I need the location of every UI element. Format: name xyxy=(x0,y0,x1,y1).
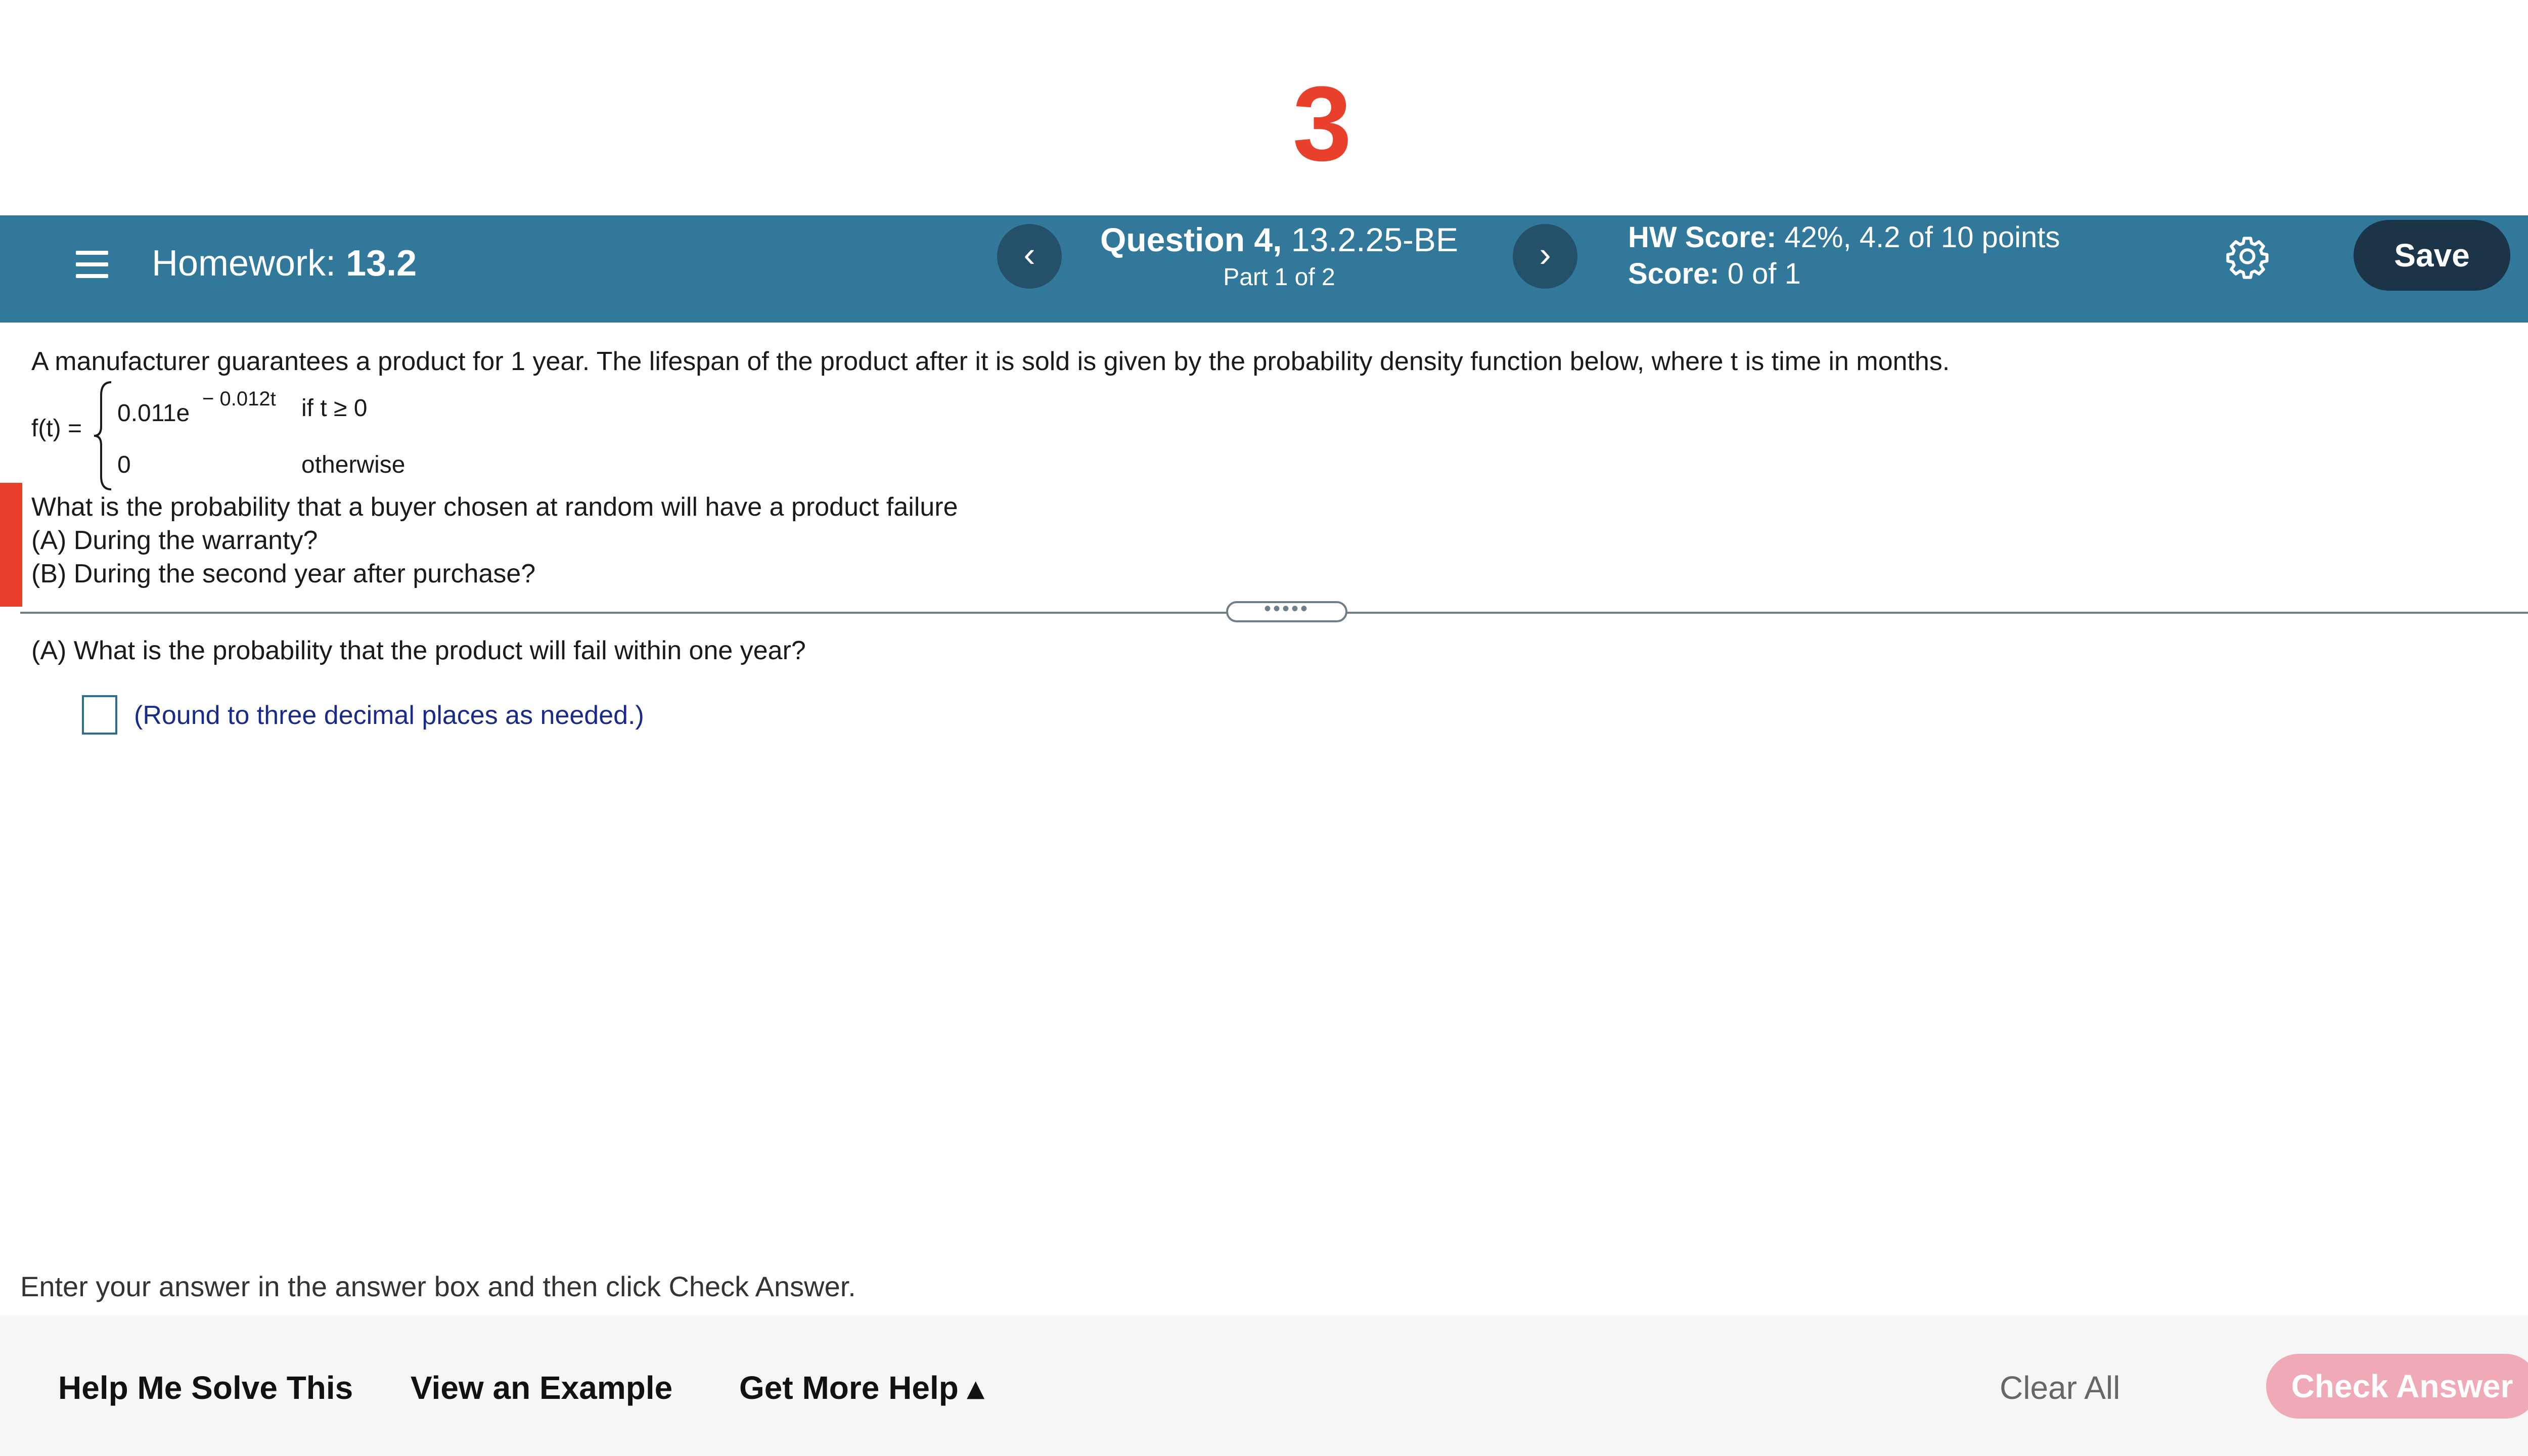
score-label: Score: xyxy=(1628,257,1720,290)
homework-id: 13.2 xyxy=(346,243,417,284)
get-more-help-button[interactable]: Get More Help ▴ xyxy=(739,1370,984,1406)
score-value: 0 of 1 xyxy=(1727,257,1801,290)
answer-input[interactable] xyxy=(82,695,117,735)
question-label: Question 4, xyxy=(1100,221,1282,258)
hw-score-value: 42%, 4.2 of 10 points xyxy=(1784,221,2060,254)
view-example-button[interactable]: View an Example xyxy=(411,1370,673,1406)
question-title xyxy=(1067,215,1492,295)
footer-bar xyxy=(0,1315,2528,1456)
clear-all-button[interactable]: Clear All xyxy=(2000,1370,2120,1406)
question-item-b: (B) During the second year after purchase? xyxy=(31,559,536,588)
gear-icon[interactable] xyxy=(2225,234,2270,279)
question-prompt: What is the probability that a buyer chosen at random will have a product failure xyxy=(31,492,958,522)
next-question-button[interactable] xyxy=(1513,224,1577,289)
previous-question-button[interactable] xyxy=(997,224,1062,289)
piece1-exponent: − 0.012t xyxy=(202,388,276,410)
question-item-a: (A) During the warranty? xyxy=(31,526,318,555)
chevron-right-icon: › xyxy=(1539,235,1551,274)
rounding-note: (Round to three decimal places as needed.) xyxy=(134,701,644,730)
score-block xyxy=(1628,215,2060,292)
current-question-marker xyxy=(0,483,22,607)
piece2-condition: otherwise xyxy=(301,451,405,478)
homework-prefix: Homework: xyxy=(152,243,336,284)
hamburger-menu-icon[interactable] xyxy=(76,251,111,286)
chevron-left-icon: ‹ xyxy=(1023,235,1035,274)
instruction-text: Enter your answer in the answer box and then click Check Answer. xyxy=(20,1270,856,1302)
save-button[interactable]: Save xyxy=(2354,220,2510,291)
piece2-value: 0 xyxy=(117,451,131,478)
check-answer-button[interactable]: Check Answer xyxy=(2266,1354,2528,1419)
panel-splitter-handle[interactable]: ••••• xyxy=(1226,601,1347,622)
step-number: 3 xyxy=(1292,64,1352,183)
question-part: Part 1 of 2 xyxy=(1223,264,1335,291)
question-code: 13.2.25-BE xyxy=(1291,221,1458,258)
homework-title xyxy=(152,236,417,291)
piecewise-brace xyxy=(91,380,114,491)
function-label: f(t) = xyxy=(31,415,82,442)
hw-score-label: HW Score: xyxy=(1628,221,1777,254)
piece1-value: 0.011e xyxy=(117,400,190,427)
part-a-question: (A) What is the probability that the product will fail within one year? xyxy=(31,636,806,665)
piece1-condition: if t ≥ 0 xyxy=(301,395,368,422)
help-me-solve-button[interactable]: Help Me Solve This xyxy=(58,1370,353,1406)
question-stem: A manufacturer guarantees a product for 1 year. The lifespan of the product after it is sold is given by the probability density function below, where t is time in months. xyxy=(31,347,1950,376)
